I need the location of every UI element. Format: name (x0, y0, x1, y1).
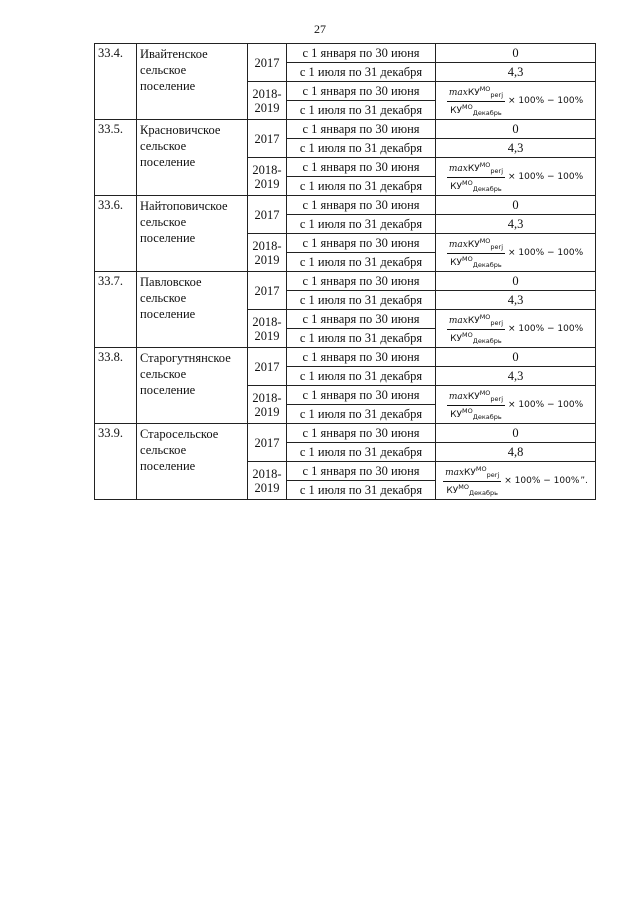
table-row (95, 424, 596, 443)
formula-denominator: $КУ^{МО}_{Декабрь}$ (450, 178, 502, 193)
section-number: 33.6. (95, 196, 137, 272)
period-cell: с 1 января по 30 июня (287, 234, 436, 253)
municipality-name-line: сельское (140, 139, 187, 153)
formula-fraction (447, 237, 505, 270)
municipality-name (137, 44, 248, 120)
closing-quote: ”. (580, 476, 588, 486)
year-range-cell (248, 462, 287, 500)
municipality-name-line: Найтоповичское (140, 199, 228, 213)
year-range-cell (248, 386, 287, 424)
year-range-start: 2018- (252, 162, 282, 177)
period-cell: с 1 июля по 31 декабря (287, 253, 436, 272)
municipality-name (137, 196, 248, 272)
value-cell: 0 (436, 272, 596, 291)
period-cell: с 1 января по 30 июня (287, 272, 436, 291)
period-cell: с 1 января по 30 июня (287, 348, 436, 367)
municipality-name-line: Павловское (140, 275, 202, 289)
period-cell: с 1 июля по 31 декабря (287, 215, 436, 234)
year-range-end: 2019 (254, 404, 280, 419)
formula-numerator: maxКУ$^{МО}_{perj}$ (447, 389, 505, 406)
value-cell: 0 (436, 120, 596, 139)
year-range-start: 2018- (252, 466, 282, 481)
period-cell: с 1 января по 30 июня (287, 158, 436, 177)
municipality-name-line: Старосельское (140, 427, 219, 441)
growth-formula (447, 85, 584, 118)
formula-fraction (447, 85, 505, 118)
year-cell: 2017 (248, 272, 287, 310)
growth-formula (447, 313, 584, 346)
year-range-cell (248, 158, 287, 196)
formula-denominator: $КУ^{МО}_{Декабрь}$ (446, 482, 498, 497)
formula-tail: × 100% − 100% (508, 248, 584, 258)
period-cell: с 1 июля по 31 декабря (287, 443, 436, 462)
table-row (95, 44, 596, 63)
table-row (95, 120, 596, 139)
period-cell: с 1 июля по 31 декабря (287, 367, 436, 386)
growth-formula (447, 389, 584, 422)
year-range-end: 2019 (254, 328, 280, 343)
municipality-name-line: поселение (140, 383, 196, 397)
value-cell: 4,3 (436, 291, 596, 310)
period-cell: с 1 июля по 31 декабря (287, 291, 436, 310)
year-cell: 2017 (248, 120, 287, 158)
year-range-start: 2018- (252, 238, 282, 253)
municipality-name (137, 272, 248, 348)
municipality-name-line: сельское (140, 63, 187, 77)
year-range-start: 2018- (252, 390, 282, 405)
section-number: 33.5. (95, 120, 137, 196)
year-range-start: 2018- (252, 314, 282, 329)
formula-cell (436, 462, 596, 500)
table-row (95, 196, 596, 215)
section-number: 33.4. (95, 44, 137, 120)
year-range-end: 2019 (254, 252, 280, 267)
municipality-name (137, 424, 248, 500)
period-cell: с 1 января по 30 июня (287, 462, 436, 481)
period-cell: с 1 июля по 31 декабря (287, 63, 436, 82)
formula-tail: × 100% − 100% (508, 172, 584, 182)
municipality-name-line: сельское (140, 367, 187, 381)
municipality-name-line: сельское (140, 291, 187, 305)
year-range-cell (248, 234, 287, 272)
formula-numerator: maxКУ$^{МО}_{perj}$ (447, 237, 505, 254)
value-cell: 0 (436, 348, 596, 367)
year-range-cell (248, 310, 287, 348)
period-cell: с 1 января по 30 июня (287, 386, 436, 405)
period-cell: с 1 июля по 31 декабря (287, 405, 436, 424)
table-row (95, 348, 596, 367)
value-cell: 0 (436, 424, 596, 443)
period-cell: с 1 января по 30 июня (287, 82, 436, 101)
formula-tail: × 100% − 100% (508, 400, 584, 410)
formula-cell (436, 386, 596, 424)
year-range-end: 2019 (254, 100, 280, 115)
formula-fraction (447, 161, 505, 194)
tariff-table (94, 43, 596, 500)
year-cell: 2017 (248, 348, 287, 386)
section-number: 33.8. (95, 348, 137, 424)
formula-denominator: $КУ^{МО}_{Декабрь}$ (450, 330, 502, 345)
municipality-name-line: сельское (140, 443, 187, 457)
municipality-name-line: поселение (140, 79, 196, 93)
period-cell: с 1 июля по 31 декабря (287, 139, 436, 158)
formula-tail: × 100% − 100% (508, 96, 584, 106)
year-range-end: 2019 (254, 176, 280, 191)
section-number: 33.7. (95, 272, 137, 348)
period-cell: с 1 июля по 31 декабря (287, 101, 436, 120)
value-cell: 0 (436, 44, 596, 63)
municipality-name-line: Ивайтенское (140, 47, 208, 61)
municipality-name-line: Старогутнянское (140, 351, 231, 365)
formula-fraction (447, 389, 505, 422)
formula-tail: × 100% − 100% (504, 476, 580, 486)
value-cell: 4,3 (436, 139, 596, 158)
formula-fraction (443, 465, 501, 498)
municipality-name (137, 348, 248, 424)
municipality-name-line: поселение (140, 307, 196, 321)
formula-tail: × 100% − 100% (508, 324, 584, 334)
period-cell: с 1 января по 30 июня (287, 196, 436, 215)
growth-formula (447, 237, 584, 270)
formula-cell (436, 310, 596, 348)
formula-denominator: $КУ^{МО}_{Декабрь}$ (450, 406, 502, 421)
formula-numerator: maxКУ$^{МО}_{perj}$ (443, 465, 501, 482)
formula-numerator: maxКУ$^{МО}_{perj}$ (447, 85, 505, 102)
formula-cell (436, 234, 596, 272)
formula-cell (436, 158, 596, 196)
year-cell: 2017 (248, 196, 287, 234)
municipality-name-line: Красновичское (140, 123, 221, 137)
municipality-name-line: сельское (140, 215, 187, 229)
formula-numerator: maxКУ$^{МО}_{perj}$ (447, 161, 505, 178)
value-cell: 4,3 (436, 215, 596, 234)
value-cell: 4,3 (436, 367, 596, 386)
formula-numerator: maxКУ$^{МО}_{perj}$ (447, 313, 505, 330)
municipality-name-line: поселение (140, 155, 196, 169)
formula-fraction (447, 313, 505, 346)
year-cell: 2017 (248, 44, 287, 82)
growth-formula (443, 465, 588, 498)
value-cell: 4,8 (436, 443, 596, 462)
page-number: 27 (314, 22, 326, 36)
municipality-name-line: поселение (140, 231, 196, 245)
municipality-name-line: поселение (140, 459, 196, 473)
period-cell: с 1 января по 30 июня (287, 424, 436, 443)
value-cell: 0 (436, 196, 596, 215)
year-cell: 2017 (248, 424, 287, 462)
value-cell: 4,3 (436, 63, 596, 82)
formula-denominator: $КУ^{МО}_{Декабрь}$ (450, 102, 502, 117)
period-cell: с 1 января по 30 июня (287, 310, 436, 329)
municipality-name (137, 120, 248, 196)
period-cell: с 1 января по 30 июня (287, 44, 436, 63)
table-row (95, 272, 596, 291)
growth-formula (447, 161, 584, 194)
period-cell: с 1 января по 30 июня (287, 120, 436, 139)
year-range-end: 2019 (254, 480, 280, 495)
period-cell: с 1 июля по 31 декабря (287, 481, 436, 500)
year-range-cell (248, 82, 287, 120)
section-number: 33.9. (95, 424, 137, 500)
year-range-start: 2018- (252, 86, 282, 101)
formula-cell (436, 82, 596, 120)
formula-denominator: $КУ^{МО}_{Декабрь}$ (450, 254, 502, 269)
period-cell: с 1 июля по 31 декабря (287, 329, 436, 348)
period-cell: с 1 июля по 31 декабря (287, 177, 436, 196)
